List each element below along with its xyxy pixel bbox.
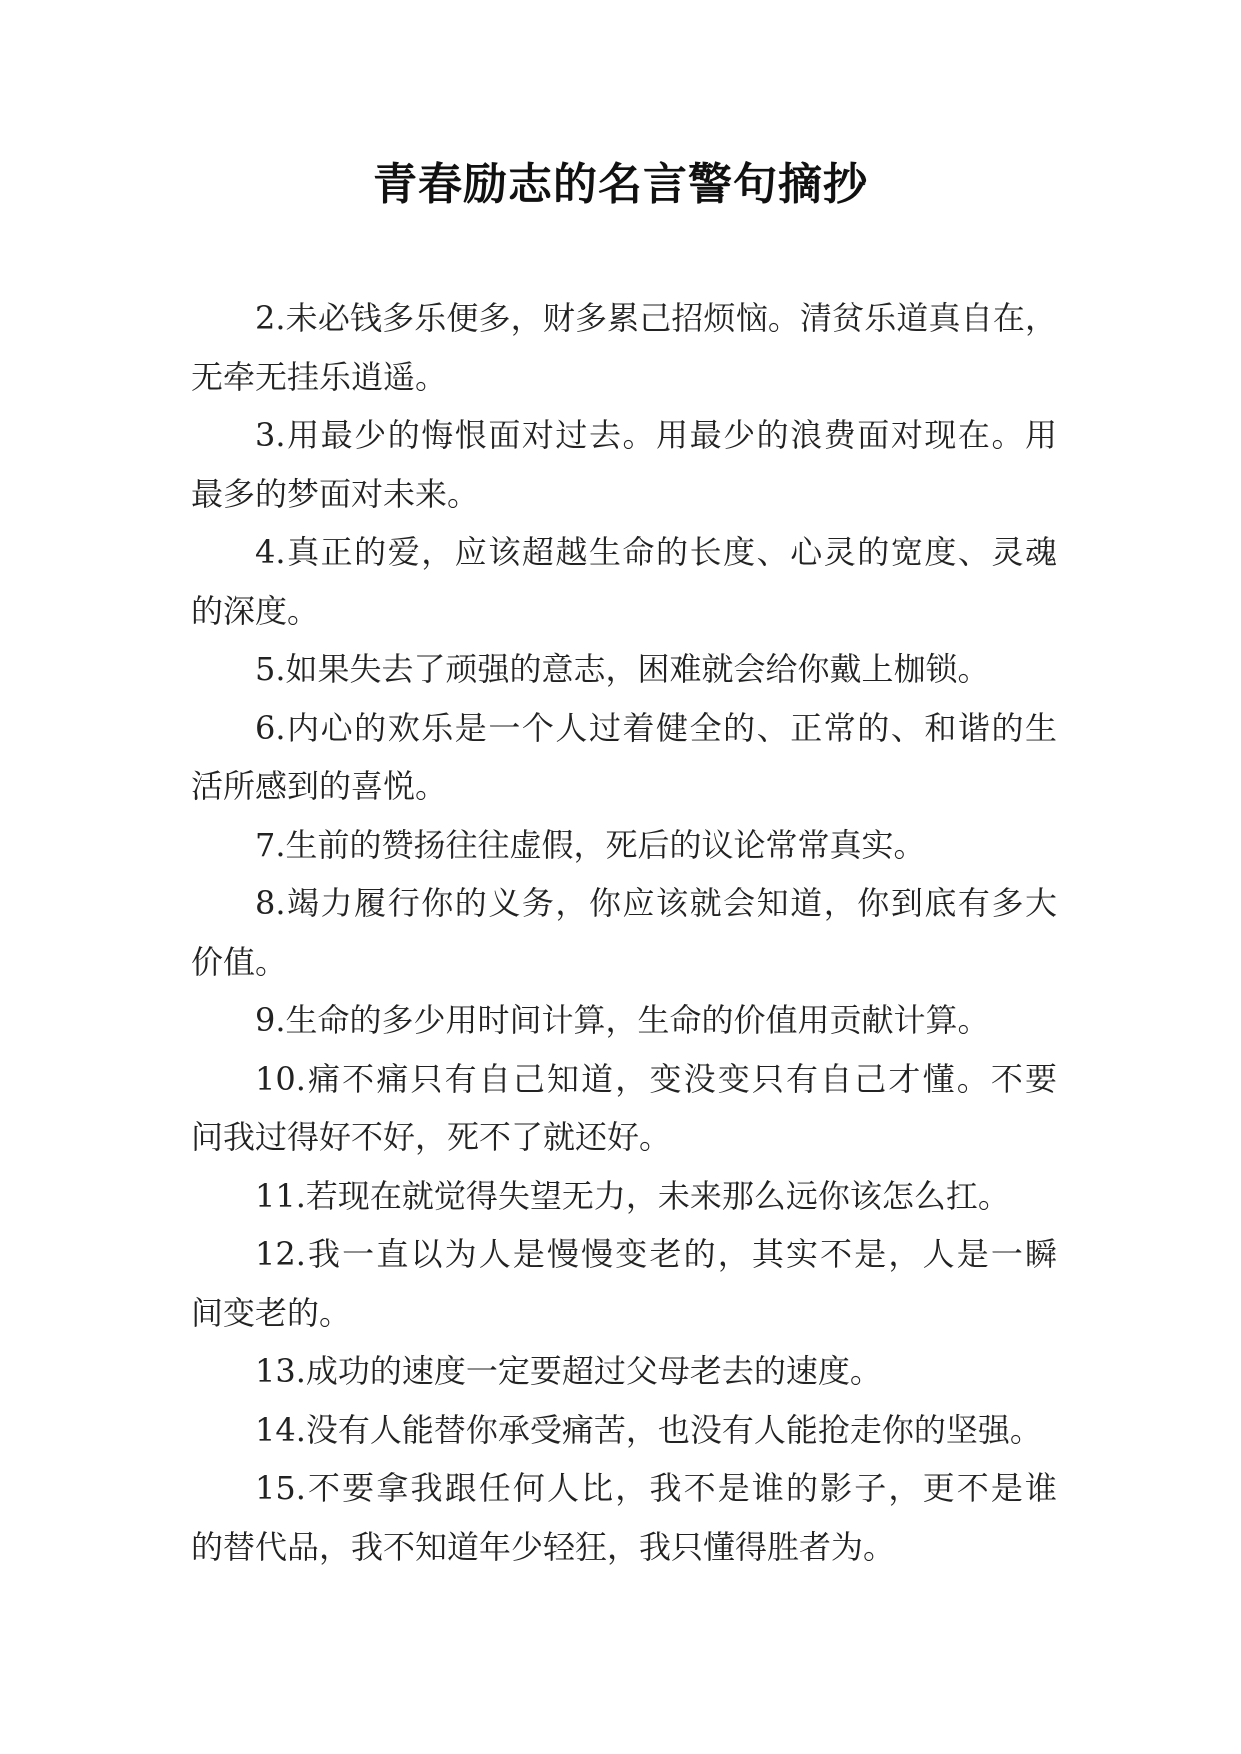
quote-item xyxy=(191,1225,1057,1342)
page-title: 青春励志的名言警句摘抄 xyxy=(373,159,868,210)
quote-item xyxy=(191,1167,1057,1226)
quote-line: 的深度。 xyxy=(191,591,320,630)
quote-line: 11.若现在就觉得失望无力，未来那么远你该怎么扛。 xyxy=(255,1176,1010,1215)
quote-line: 3.用最少的悔恨面对过去。用最少的浪费面对现在。用 xyxy=(255,416,1057,454)
quote-list xyxy=(191,289,1057,1576)
quote-line: 无牵无挂乐逍遥。 xyxy=(191,357,448,396)
quote-line: 9.生命的多少用时间计算，生命的价值用贡献计算。 xyxy=(255,1001,990,1039)
quote-line: 15.不要拿我跟任何人比，我不是谁的影子，更不是谁 xyxy=(255,1469,1057,1507)
quote-line: 7.生前的赞扬往往虚假，死后的议论常常真实。 xyxy=(255,825,926,864)
quote-line: 8.竭力履行你的义务，你应该就会知道，你到底有多大 xyxy=(255,884,1057,922)
quote-item xyxy=(191,699,1057,816)
quote-line: 2.未必钱多乐便多，财多累己招烦恼。清贫乐道真自在， xyxy=(255,299,1057,337)
quote-line: 间变老的。 xyxy=(191,1293,352,1332)
quote-line: 4.真正的爱，应该超越生命的长度、心灵的宽度、灵魂 xyxy=(255,533,1057,571)
quote-item xyxy=(191,874,1057,991)
quote-line: 价值。 xyxy=(191,942,288,981)
quote-item xyxy=(191,640,1057,699)
quote-line: 12.我一直以为人是慢慢变老的，其实不是，人是一瞬 xyxy=(255,1235,1057,1273)
quote-item xyxy=(191,1459,1057,1576)
quote-line: 5.如果失去了顽强的意志，困难就会给你戴上枷锁。 xyxy=(255,650,990,688)
quote-item xyxy=(191,1401,1057,1460)
quote-line: 的替代品，我不知道年少轻狂，我只懂得胜者为。 xyxy=(191,1527,896,1566)
quote-item xyxy=(191,289,1057,406)
quote-line: 最多的梦面对未来。 xyxy=(191,474,480,513)
quote-line: 活所感到的喜悦。 xyxy=(191,767,448,805)
quote-line: 问我过得好不好，死不了就还好。 xyxy=(191,1118,672,1156)
quote-line: 10.痛不痛只有自己知道，变没变只有自己才懂。不要 xyxy=(255,1059,1057,1098)
quote-item xyxy=(191,1050,1057,1167)
quote-item xyxy=(191,523,1057,640)
quote-item xyxy=(191,1342,1057,1401)
quote-line: 13.成功的速度一定要超过父母老去的速度。 xyxy=(255,1352,882,1390)
quote-line: 6.内心的欢乐是一个人过着健全的、正常的、和谐的生 xyxy=(255,708,1057,747)
quote-item xyxy=(191,406,1057,523)
quote-line: 14.没有人能替你承受痛苦，也没有人能抢走你的坚强。 xyxy=(255,1410,1042,1449)
quote-item xyxy=(191,816,1057,875)
quote-item xyxy=(191,991,1057,1050)
